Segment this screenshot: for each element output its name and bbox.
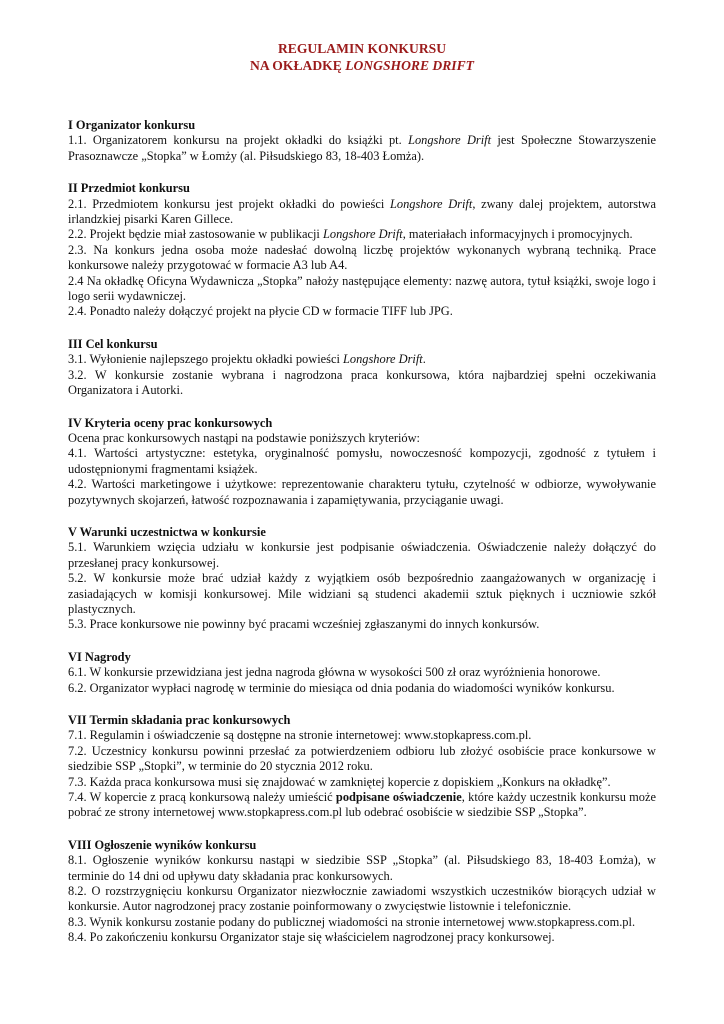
paragraph <box>68 728 656 743</box>
section-heading: II Przedmiot konkursu <box>68 181 190 196</box>
paragraph <box>68 930 656 945</box>
text: 2.4. Ponadto należy dołączyć projekt na płycie CD w formacie TIFF lub JPG. <box>68 304 453 319</box>
paragraph <box>68 853 656 884</box>
paragraph <box>68 227 656 242</box>
text: 4.2. Wartości marketingowe i użytkowe: reprezentowanie charakteru tytułu, czytelność w odbiorze, wywoływanie pozytywnych skojarzeń, łatwość rozpoznawania i zapamiętywania, przyciąganie uwagi. <box>68 477 656 507</box>
text: Ocena prac konkursowych nastąpi na podstawie poniższych kryteriów: <box>68 430 420 445</box>
text: , które każdy uczestnik konkursu może pobrać ze strony internetowej www.stopkapress.com.pl lub odebrać osobiście w siedzibie SSP „Stopka”. <box>68 790 656 820</box>
text: 7.2. Uczestnicy konkursu powinni przesłać za potwierdzeniem odbioru lub złożyć osobiście prace konkursowe w siedzibie SSP „Stopki”, w terminie do 20 stycznia 2012 roku. <box>68 743 656 774</box>
text: 6.2. Organizator wypłaci nagrodę w terminie do miesiąca od dnia podania do wiadomości wyników konkursu. <box>68 680 615 695</box>
section-heading: VI Nagrody <box>68 649 131 664</box>
section-heading: VII Termin składania prac konkursowych <box>68 713 291 727</box>
text: 3.1. Wyłonienie najlepszego projektu okładki powieści <box>68 352 343 367</box>
paragraph <box>68 431 656 446</box>
section <box>68 525 656 633</box>
text: 5.2. W konkursie może brać udział każdy z wyjątkiem osób bezpośrednio zaangażowanych w organizację i zasiadających w komisji konkursowej. Mile widziani są studenci akademii sztuk pięknych i uczniowie szkół plastycznych. <box>68 571 656 616</box>
section <box>68 650 656 696</box>
paragraph <box>68 790 656 821</box>
paragraph <box>68 274 656 305</box>
document-body <box>68 118 656 946</box>
section <box>68 416 656 508</box>
paragraph <box>68 744 656 775</box>
paragraph <box>68 681 656 696</box>
text: 1.1. Organizatorem konkursu na projekt okładki do książki pt. <box>68 133 409 148</box>
title-line-2-italic: LONGSHORE DRIFT <box>345 58 474 73</box>
section <box>68 181 656 320</box>
section-heading: VIII Ogłoszenie wyników konkursu <box>68 837 257 852</box>
italic-text: Longshore Drift <box>408 133 492 148</box>
paragraph <box>68 915 656 930</box>
section <box>68 118 656 164</box>
text: 8.1. Ogłoszenie wyników konkursu nastąpi w siedzibie SSP „Stopka” (al. Piłsudskiego 83, 18-403 Łomża), w terminie do 14 dni od upływu daty składania prac konkursowych. <box>68 853 656 883</box>
italic-text: Longshore Drift <box>343 352 423 367</box>
title-line-1: REGULAMIN KONKURSU <box>277 41 447 56</box>
paragraph <box>68 617 656 632</box>
section <box>68 713 656 821</box>
text: 4.1. Wartości artystyczne: estetyka, oryginalność pomysłu, nowoczesność kompozycji, zgodność z tytułem i udostępnionymi fragmentami książek. <box>68 446 656 476</box>
section-heading: IV Kryteria oceny prac konkursowych <box>68 415 273 430</box>
paragraph <box>68 197 656 228</box>
text: 8.3. Wynik konkursu zostanie podany do publicznej wiadomości na stronie internetowej www.stopkapress.com.pl. <box>68 914 636 929</box>
paragraph <box>68 368 656 399</box>
text: 3.2. W konkursie zostanie wybrana i nagrodzona praca konkursowa, która najbardziej spełni oczekiwania Organizatora i Autorki. <box>68 367 656 398</box>
text: 8.4. Po zakończeniu konkursu Organizator staje się właścicielem nagrodzonej pracy konkursowej. <box>68 930 555 945</box>
title-line-2-prefix: NA OKŁADKĘ <box>250 58 346 73</box>
paragraph <box>68 477 656 508</box>
text: jest Społeczne Stowarzyszenie Prasoznawcze „Stopka” w Łomży (al. Piłsudskiego 83, 18-403 Łomża). <box>68 133 656 163</box>
italic-text: Longshore Drift <box>390 196 473 211</box>
document-title <box>68 40 656 74</box>
paragraph <box>68 304 656 319</box>
paragraph <box>68 243 656 274</box>
section <box>68 838 656 946</box>
section-heading: I Organizator konkursu <box>68 118 196 132</box>
paragraph <box>68 571 656 617</box>
text: 5.1. Warunkiem wzięcia udziału w konkursie jest podpisanie oświadczenia. Oświadczenie należy dołączyć do przesłanej pracy konkursowej. <box>68 540 656 570</box>
paragraph <box>68 884 656 915</box>
section <box>68 337 656 399</box>
paragraph <box>68 665 656 680</box>
paragraph <box>68 775 656 790</box>
paragraph <box>68 352 656 367</box>
text: 5.3. Prace konkursowe nie powinny być pracami wcześniej zgłaszanymi do innych konkursów. <box>68 617 540 632</box>
text: 7.3. Każda praca konkursowa musi się znajdować w zamkniętej kopercie z dopiskiem „Konkurs na okładkę”. <box>68 774 611 789</box>
text: 7.1. Regulamin i oświadczenie są dostępne na stronie internetowej: www.stopkapress.com.pl. <box>68 728 532 743</box>
text: 2.2. Projekt będzie miał zastosowanie w publikacji <box>68 227 323 242</box>
text: 2.4 Na okładkę Oficyna Wydawnicza „Stopka” nałoży następujące elementy: nazwę autora, tytuł książki, swoje logo i logo serii wydawniczej. <box>68 273 656 304</box>
italic-text: Longshore Drift <box>322 227 403 242</box>
text: 8.2. O rozstrzygnięciu konkursu Organizator niezwłocznie zawiadomi wszystkich uczestników biorących udział w konkursie. Autor nagrodzonej pracy zostanie poinformowany o zwycięstwie listownie i telefonicznie. <box>68 884 656 914</box>
text: 2.3. Na konkurs jedna osoba może nadesłać dowolną liczbę projektów wykonanych wybraną techniką. Prace konkursowe należy przygotować w formacie A3 lub A4. <box>68 242 656 273</box>
section-heading: III Cel konkursu <box>68 336 158 351</box>
text: 7.4. W kopercie z pracą konkursową należy umieścić <box>68 790 336 805</box>
paragraph <box>68 540 656 571</box>
text: , zwany dalej projektem, autorstwa irlandzkiej pisarki Karen Gillece. <box>68 196 656 227</box>
text: , materiałach informacyjnych i promocyjnych. <box>402 227 633 242</box>
section-heading: V Warunki uczestnictwa w konkursie <box>68 524 266 539</box>
bold-text: podpisane oświadczenie <box>335 790 462 805</box>
text: 6.1. W konkursie przewidziana jest jedna nagroda główna w wysokości 500 zł oraz wyróżnienia honorowe. <box>68 665 601 680</box>
paragraph <box>68 446 656 477</box>
text: 2.1. Przedmiotem konkursu jest projekt okładki do powieści <box>68 196 390 211</box>
text: . <box>422 352 426 367</box>
paragraph <box>68 133 656 164</box>
